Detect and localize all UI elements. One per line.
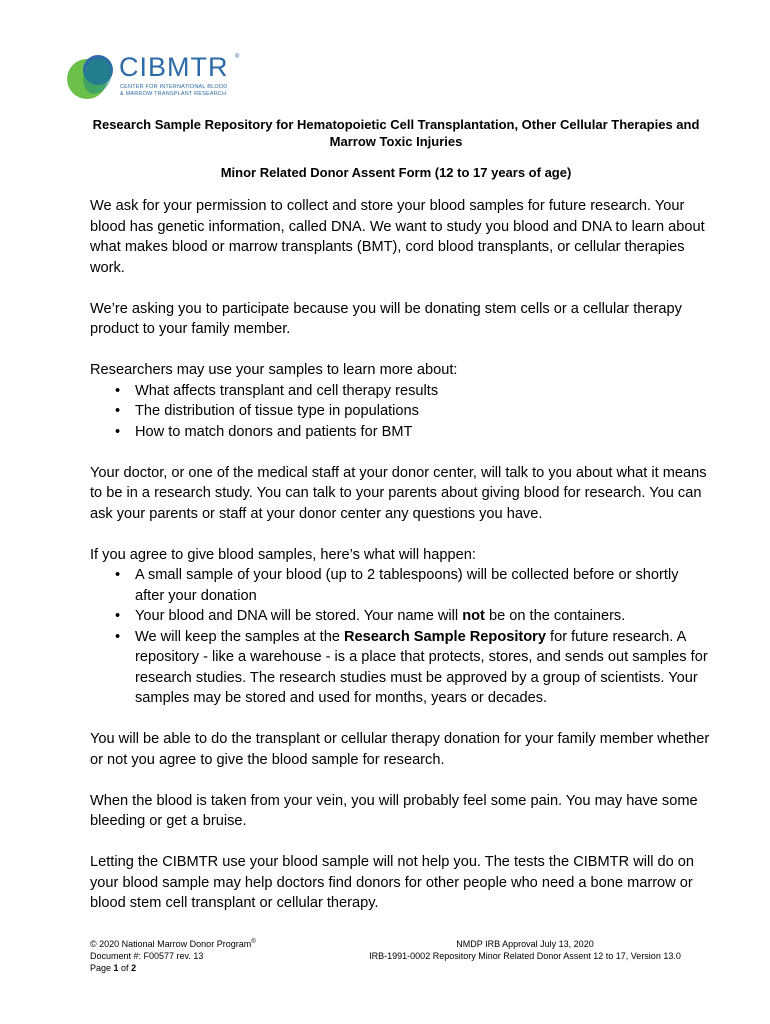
list-item	[90, 422, 710, 443]
list-item-text: The distribution of tissue type in populations	[135, 403, 419, 419]
bullet-icon: •	[115, 403, 121, 419]
logo-subtitle-line-1: CENTER FOR INTERNATIONAL BLOOD	[120, 84, 228, 90]
list-item-text-start: Your blood and DNA will be stored. Your name will	[135, 608, 463, 624]
bullet-icon: •	[115, 567, 121, 583]
list-item-emphasis: not	[462, 608, 485, 624]
page-of: of	[118, 963, 132, 973]
copyright-text: © 2020 National Marrow Donor Program	[90, 939, 252, 949]
list-item-text: What affects transplant and cell therapy results	[135, 382, 439, 399]
footer-page-number	[90, 962, 256, 974]
paragraph-if-you-agree: If you agree to give blood samples, here’s what will happen:	[90, 546, 476, 563]
list-item	[90, 381, 710, 402]
footer-right	[350, 938, 700, 962]
footer-irb-approval: NMDP IRB Approval July 13, 2020	[456, 939, 594, 949]
logo-registered-mark: ®	[235, 54, 240, 60]
document-subtitle: Minor Related Donor Assent Form (12 to 17 years of age)	[220, 165, 572, 180]
cibmtr-logo	[66, 50, 256, 106]
bullet-icon: •	[115, 628, 121, 645]
footer-irb-reference: IRB-1991-0002 Repository Minor Related Donor Assent 12 to 17, Version 13.0	[369, 951, 681, 961]
page-current: 1	[113, 963, 119, 973]
paragraph-benefit: Letting the CIBMTR use your blood sample will not help you. The tests the CIBMTR will do on your blood sample may help doctors find donors for other people who need a bone marrow or blood stem cell transplant or cellular therapy.	[90, 854, 695, 911]
document-body	[90, 196, 710, 934]
list-item	[90, 401, 710, 422]
cibmtr-logo-mark-icon	[66, 50, 122, 106]
list-item-text-end: be on the containers.	[484, 608, 626, 624]
paragraph-researchers: Researchers may use your samples to learn more about:	[90, 362, 458, 378]
list-item-emphasis: Research Sample Repository	[344, 628, 546, 645]
bullet-icon: •	[115, 608, 121, 624]
list-item-text-start: We will keep the samples at the	[135, 628, 345, 645]
bullet-icon: •	[115, 423, 121, 440]
research-topics-list	[90, 381, 710, 443]
document-title: Research Sample Repository for Hematopoietic Cell Transplantation, Other Cellular Therapies and Marrow Toxic Injuries	[92, 117, 700, 149]
paragraph-permission: We ask for your permission to collect and store your blood samples for future research. Your blood has genetic information, called DNA. We want to study you blood and DNA to learn about what makes blood or marrow transplants (BMT), cord blood transplants, or cellular therapies work.	[90, 198, 705, 276]
paragraph-pain: When the blood is taken from your vein, you will probably feel some pain. You may have some bleeding or get a bruise.	[90, 792, 698, 829]
paragraph-participate: We’re asking you to participate because you will be donating stem cells or a cellular therapy product to your family member.	[90, 300, 682, 337]
page-total: 2	[131, 963, 137, 973]
page-prefix: Page	[90, 963, 114, 973]
logo-wordmark: CIBMTR	[119, 52, 229, 82]
footer-document-number: Document #: F00577 rev. 13	[90, 951, 204, 961]
list-item	[90, 627, 710, 709]
logo-subtitle-line-2: & MARROW TRANSPLANT RESEARCH	[120, 91, 227, 97]
bullet-icon: •	[115, 382, 121, 399]
footer-copyright	[90, 938, 256, 950]
what-will-happen-list	[90, 565, 710, 709]
paragraph-donation: You will be able to do the transplant or cellular therapy donation for your family member whether or not you agree to give the blood sample for research.	[90, 731, 710, 768]
paragraph-doctor: Your doctor, or one of the medical staff at your donor center, will talk to you about what it means to be in a research study. You can talk to your parents about giving blood for research. You can ask your parents or staff at your donor center any questions you have.	[90, 464, 707, 522]
list-item-text: A small sample of your blood (up to 2 tablespoons) will be collected before or shortly after your donation	[135, 567, 679, 604]
list-item	[90, 606, 710, 627]
copyright-registered-mark: ®	[251, 939, 256, 945]
footer-left	[90, 938, 256, 974]
list-item-text: How to match donors and patients for BMT	[135, 423, 413, 440]
list-item	[90, 565, 710, 606]
logo-subtitle	[120, 84, 227, 98]
list-item-text-end: for future research. A repository - like a warehouse - is a place that protects, stores, and sends out samples for research studies. The research studies must be approved by a group of scientists. Your samples may be stored and used for months, years or decades.	[135, 628, 708, 706]
